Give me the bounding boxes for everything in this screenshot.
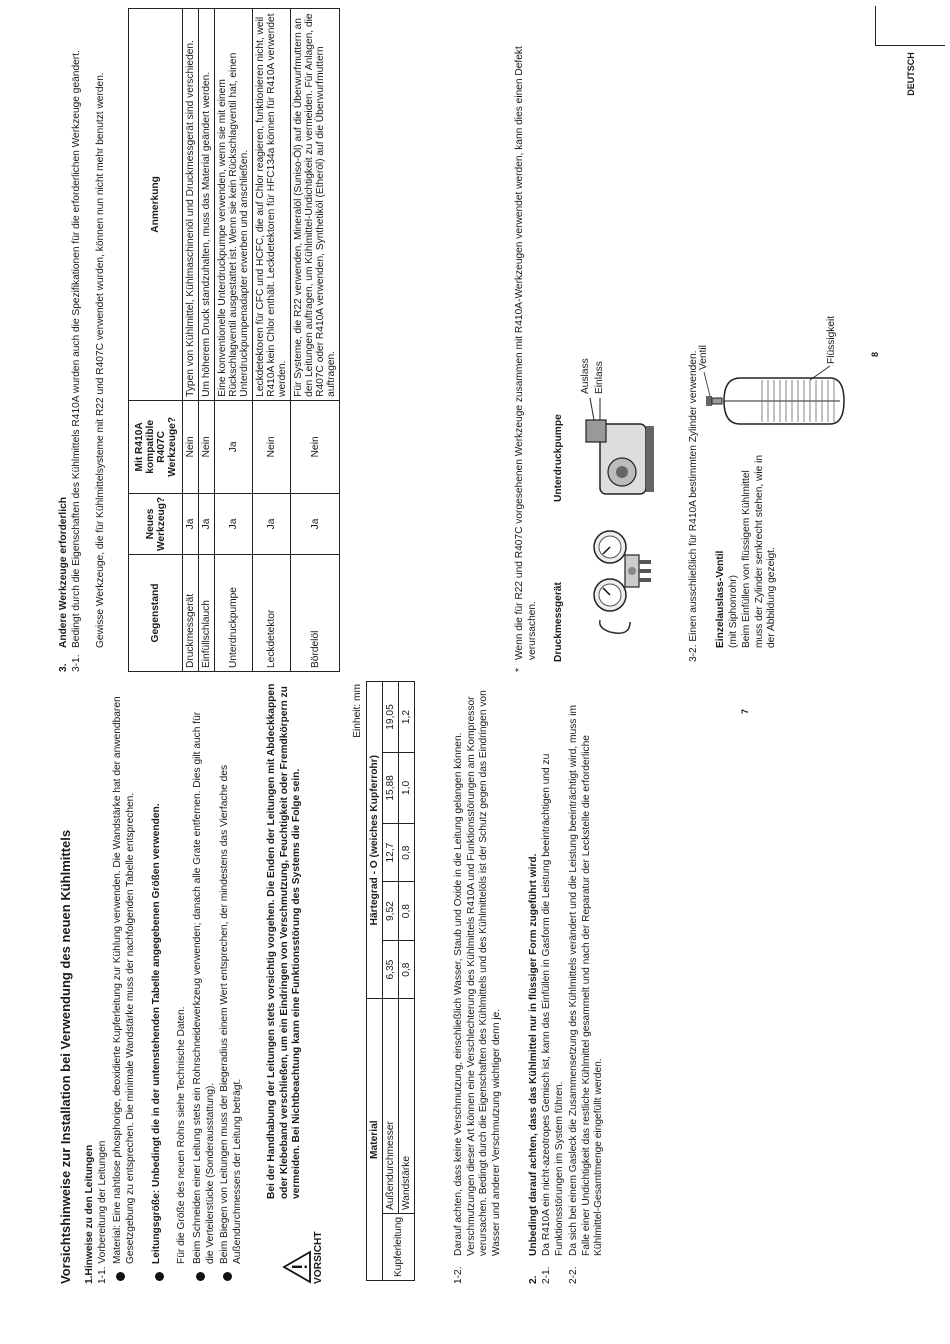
bullet-icon (223, 1272, 232, 1281)
item-number: 3-1. (71, 654, 82, 672)
item-number: 2. (528, 1275, 539, 1284)
gas-leak-paragraph: Da sich bei einem Gasleck die Zusammensetzung des Kühlmittels verändert und die Leistung beeinträchtigt wird, muss im Falle einer Undichtigkeit das restliche Kühlmittel gesammelt und nach der Reparatur der Leckstelle die erforderliche Kühlmittel-Gesamtmenge eingefüllt werden. (568, 705, 604, 1256)
page-title: Vorsichtshinweise zur Installation bei Verwendung des neuen Kühlmittels (58, 829, 73, 1284)
table-cell: Nein (183, 400, 199, 493)
column-header: Anmerkung (129, 9, 183, 401)
page-number: 7 (740, 708, 750, 714)
table-row (253, 9, 291, 672)
valve-subtitle: (mit Siphonrohr) (728, 574, 739, 648)
table-cell: Um höherem Druck standzuhalten, muss das Material geändert werden. (199, 9, 215, 401)
tab-divider (875, 6, 876, 46)
valve-label: Ventil (698, 345, 709, 370)
page-number: 8 (870, 351, 880, 357)
table-cell: Ja (291, 493, 340, 554)
footnote-mark: * (514, 668, 525, 672)
table-cell: 19,05 (383, 682, 399, 753)
table-cell: Nein (253, 400, 291, 493)
column-header: Mit R410A kompatible R407C Werkzeuge? (129, 400, 183, 493)
pipe-table (366, 681, 415, 1281)
contamination-paragraph: Darauf achten, dass keine Verschmutzung, einschließlich Wasser, Staub und Oxide in die Leitung gelangen können. Verschmutzungen dieser Art können eine Verschlechterung des Kühlmittels R410A und Funktionsstörungen am Kompressor verursachen. Bedingt durch die Eigenschaften des Kühlmittels und des Kühlmittelöls ist der Schutz gegen das Eindringen von Wasser und anderer Verschmutzung wichtiger denn je. (453, 690, 502, 1256)
table-cell: 0,8 (399, 940, 415, 999)
item-number: 2-1. (541, 1266, 552, 1284)
hardness-header: Härtegrad - O (weiches Kupferrohr) (367, 682, 383, 999)
footnote-text: Wenn die für R22 und R407C vorgesehenen Werkzeuge zusammen mit R410A-Werkzeugen verwendet werden, kann dies einen Defekt verursachen. (514, 46, 538, 660)
unit-label: Einheit: mm (352, 684, 363, 738)
outlet-label: Auslass (580, 358, 591, 394)
pipe-group-cell: Kupferleitung (383, 1213, 415, 1280)
language-tab: DEUTSCH (906, 52, 916, 96)
pipe-size-text: Für die Größe des neuen Rohrs siehe Technische Daten. (176, 1006, 187, 1264)
table-cell: Ja (215, 400, 253, 493)
item-number: 2-2. (568, 1266, 579, 1284)
vacuum-pump-illustration (570, 382, 670, 502)
table-row (215, 9, 253, 672)
inlet-label: Einlass (594, 361, 605, 394)
table-cell: 6,35 (383, 940, 399, 999)
caution-text: Bei der Handhabung der Leitungen stets vorsichtig vorgehen. Die Enden der Leitungen mit Abdeckkappen oder Klebeband verschließen, um ein Eindringen von Verschmutzung, Feuchtigkeit oder Fremdkörpern zu vermeiden. Bei Nichtbeachtung kann eine Funktionsstörung des Systems die Folge sein. (266, 683, 302, 1199)
valve-text: Beim Einfüllen von flüssigem Kühlmittel muss der Zylinder senkrecht stehen, wie in der Abbildung gezeigt. (741, 454, 777, 648)
pressure-gauge-illustration (570, 512, 660, 642)
table-cell: Typen von Kühlmittel, Kühlmaschinenöl und Druckmessgerät sind verschieden. (183, 9, 199, 401)
table-cell: 12,7 (383, 823, 399, 882)
table-cell: 0,8 (399, 823, 415, 882)
table-cell: Druckmessgerät (183, 555, 199, 672)
item-number: 3. (58, 663, 69, 672)
table-cell: 1,2 (399, 682, 415, 753)
table-cell: 0,8 (399, 882, 415, 941)
bullet-icon (155, 1272, 164, 1281)
outer-diameter-label: Außendurchmesser (383, 999, 399, 1214)
table-cell: Unterdruckpumpe (215, 555, 253, 672)
old-tools-paragraph: Gewisse Werkzeuge, die für Kühlmittelsysteme mit R22 und R407C verwendet wurden, können nun nicht mehr benutzt werden. (95, 72, 106, 648)
pump-figure-title: Unterdruckpumpe (553, 414, 564, 502)
section-1-heading: 1.Hinweise zu den Leitungen (84, 1144, 95, 1284)
material-paragraph: Material: Eine nahtlose phosphorige, deoxidierte Kupferleitung zur Kühlung verwenden. Die Wandstärke hat der anwendbaren Gesetzgebung zu entsprechen. Die minimale Wandstärke muss der nachfolgenden Tabelle entsprechen. (112, 696, 136, 1264)
bullet-icon (196, 1272, 205, 1281)
table-cell: Ja (183, 493, 199, 554)
column-header: Neues Werkzeug? (129, 493, 183, 554)
wall-thickness-label: Wandstärke (399, 999, 415, 1214)
material-header: Material (367, 999, 383, 1281)
pipe-size-heading: Leitungsgröße: Unbedingt die in der untenstehenden Tabelle angegebenen Größen verwenden. (151, 803, 162, 1264)
table-cell: Nein (199, 400, 215, 493)
table-cell: Ja (215, 493, 253, 554)
cutting-paragraph: Beim Schneiden einer Leitung stets ein Rohrschneidewerkzeug verwenden; danach alle Grate entfernen. Dies gilt auch für die Verteilerstücke (Sonderausstattung). (192, 711, 216, 1264)
column-header: Gegenstand (129, 555, 183, 672)
table-cell: 1,0 (399, 752, 415, 823)
gauge-figure-title: Druckmessgerät (553, 582, 564, 662)
table-cell: Bördelöl (291, 555, 340, 672)
table-cell: Für Systeme, die R22 verwenden, Mineralöl (Suniso-Öl) auf die Überwurfmuttern an den Leitungen auftragen, um Kühlmittel-Undichtigkeit zu vermeiden. Für Anlagen, die R407C oder R410A verwenden, Synthetiköl (Etheröl) auf die Überwurfmuttern auftragen. (291, 9, 340, 401)
spec-change-paragraph: Bedingt durch die Eigenschaften des Kühlmittels R410A wurden auch die Spezifikationen für die erforderlichen Werkzeuge geändert. (71, 50, 82, 648)
table-cell: Nein (291, 400, 340, 493)
valve-title: Einzelauslass-Ventil (715, 550, 726, 648)
table-cell: 15,88 (383, 752, 399, 823)
azeotrope-paragraph: Da R410A ein nicht-azeotropes Gemisch ist, kann das Einfüllen in Gasform die Leistung beeinträchtigen und zu Funktionsstörungen im System führen. (541, 753, 565, 1256)
page-7 (0, 672, 950, 1344)
table-cell: Leckdetektor (253, 555, 291, 672)
liquid-label: Flüssigkeit (826, 315, 837, 364)
table-row (183, 9, 199, 672)
table-cell: Einfüllschlauch (199, 555, 215, 672)
tools-table (128, 8, 340, 672)
cylinder-instruction: 3-2. Einen ausschließlich für R410A bestimmten Zylinder verwenden. (688, 350, 699, 662)
table-cell: Ja (199, 493, 215, 554)
table-cell: 9,52 (383, 882, 399, 941)
table-cell: Eine konventionelle Unterdruckpumpe verwenden, wenn sie mit einem Rückschlagventil ausgestattet ist. Wenn sie kein Rückschlagventil hat, einen Unterdruckpumpenadapter erwerben und anschließen. (215, 9, 253, 401)
bullet-icon (116, 1272, 125, 1281)
section-3-heading: Andere Werkzeuge erforderlich (58, 497, 69, 648)
bending-paragraph: Beim Biegen von Leitungen muss der Biegeradius einem Wert entsprechen, der mindestens das Vierfache des Außendurchmessers der Leitung beträgt. (219, 764, 243, 1264)
item-number: 1-2. (453, 1266, 464, 1284)
caution-label: VORSICHT (313, 1231, 324, 1284)
section-2-heading: Unbedingt darauf achten, dass das Kühlmittel nur in flüssiger Form zugeführt wird. (528, 853, 539, 1256)
table-cell: Leckdetektoren für CFC und HCFC, die auf Chlor reagieren, funktionieren nicht, weil R410A kein Chlor enthält. Leckdetektoren für HFC134a können für R410A verwendet werden. (253, 9, 291, 401)
table-row (291, 9, 340, 672)
table-row (199, 9, 215, 672)
table-cell: Ja (253, 493, 291, 554)
section-1-1-heading: 1-1. Vorbereitung der Leitungen (97, 1140, 108, 1284)
